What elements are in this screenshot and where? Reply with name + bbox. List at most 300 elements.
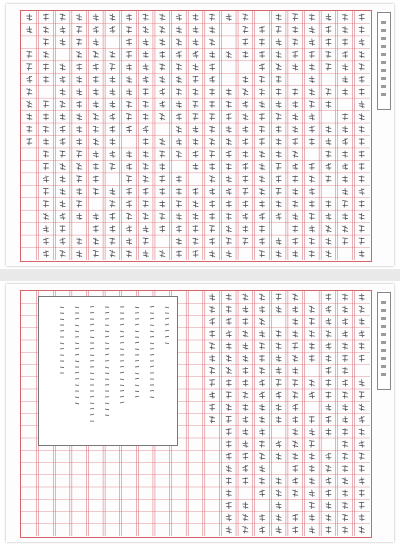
top-sheet-handwritten-character — [126, 201, 131, 207]
top-sheet-handwritten-character — [259, 188, 264, 194]
top-sheet-handwritten-character — [43, 151, 48, 157]
top-sheet-handwritten-character — [176, 151, 181, 157]
bottom-sheet-handwritten-character — [359, 318, 364, 324]
bottom-sheet-handwritten-character — [293, 380, 298, 386]
top-sheet-handwritten-character — [27, 101, 32, 107]
top-sheet-handwritten-character — [309, 26, 314, 32]
top-sheet-handwritten-character — [243, 226, 248, 232]
bottom-sheet-handwritten-character — [259, 416, 264, 422]
top-sheet-handwritten-character — [176, 89, 181, 95]
top-sheet-handwritten-character — [160, 76, 165, 82]
bottom-sheet-handwritten-character — [326, 429, 331, 435]
grading-note-print — [120, 396, 124, 397]
bottom-sheet-handwritten-character — [342, 465, 347, 471]
top-sheet-handwritten-character — [110, 89, 115, 95]
top-sheet-handwritten-character — [193, 139, 198, 145]
top-sheet-handwritten-character — [143, 101, 148, 107]
top-sheet-handwritten-character — [160, 101, 165, 107]
top-sheet-handwritten-character — [193, 14, 198, 20]
top-sheet-handwritten-character — [259, 251, 264, 257]
top-sheet-handwritten-character — [243, 163, 248, 169]
grading-note-print — [165, 343, 169, 344]
top-sheet-handwritten-character — [342, 51, 347, 57]
top-sheet-handwritten-character — [342, 14, 347, 20]
grading-note-print — [120, 402, 124, 403]
bottom-sheet-handwritten-character — [210, 404, 215, 410]
bottom-sheet-handwritten-character — [342, 318, 347, 324]
bottom-sheet-handwritten-character — [326, 416, 331, 422]
bottom-sheet-handwritten-character — [210, 380, 215, 386]
top-sheet-handwritten-character — [342, 89, 347, 95]
top-sheet-handwritten-character — [243, 139, 248, 145]
bottom-sheet-handwritten-character — [259, 404, 264, 410]
top-sheet-handwritten-character — [27, 89, 32, 95]
bottom-sheet-handwritten-character — [342, 343, 347, 349]
grading-note-print — [75, 348, 79, 349]
bottom-sheet-handwritten-character — [359, 294, 364, 300]
top-sheet-handwritten-character — [243, 126, 248, 132]
bottom-sheet-handwritten-character — [210, 343, 215, 350]
top-sheet-handwritten-character — [143, 251, 148, 257]
top-sheet-handwritten-character — [309, 213, 314, 219]
top-sheet-handwritten-character — [160, 151, 165, 157]
bottom-sheet-handwritten-character — [326, 514, 331, 520]
top-sheet-handwritten-character — [326, 14, 331, 20]
bottom-sheet-handwritten-character — [226, 453, 231, 459]
top-sheet-handwritten-character — [210, 101, 215, 107]
top-sheet-handwritten-character — [60, 139, 65, 145]
top-sheet-handwritten-character — [93, 101, 98, 107]
top-sheet-handwritten-character — [226, 201, 231, 207]
bottom-sheet-handwritten-character — [326, 453, 331, 459]
bottom-sheet-handwritten-character — [210, 331, 215, 337]
bottom-sheet-handwritten-character — [243, 526, 248, 533]
bottom-sheet-handwritten-character — [276, 441, 281, 447]
top-sheet-handwritten-character — [326, 51, 331, 57]
top-sheet-handwritten-character — [93, 114, 98, 120]
top-sheet-handwritten-character — [359, 51, 364, 57]
top-sheet-handwritten-character — [193, 126, 198, 132]
bottom-sheet-handwritten-character — [243, 514, 248, 520]
top-sheet-handwritten-character — [293, 201, 298, 207]
grading-note-print — [105, 312, 109, 313]
top-sheet-handwritten-character — [27, 14, 32, 20]
top-sheet-handwritten-character — [176, 176, 181, 182]
top-sheet-handwritten-character — [359, 151, 364, 157]
top-sheet-handwritten-character — [226, 213, 231, 219]
top-sheet-handwritten-character — [210, 26, 215, 32]
bottom-sheet-handwritten-character — [276, 490, 281, 496]
bottom-sheet-handwritten-character — [309, 380, 314, 386]
bottom-sheet-handwritten-character — [259, 331, 264, 337]
bottom-sheet-handwritten-character — [359, 355, 364, 361]
top-sheet-handwritten-character — [176, 226, 181, 232]
top-sheet-handwritten-character — [60, 238, 65, 244]
grading-note-print — [165, 318, 169, 319]
top-sheet-handwritten-character — [93, 26, 98, 32]
top-sheet-handwritten-character — [60, 26, 65, 32]
grading-note-print — [75, 354, 79, 355]
bottom-sheet-handwritten-character — [342, 392, 347, 398]
bottom-sheet-handwritten-character — [342, 429, 347, 435]
top-sheet-handwritten-character — [276, 89, 281, 95]
bottom-sheet-handwritten-character — [210, 367, 215, 374]
bottom-sheet-handwritten-character — [342, 478, 347, 484]
bottom-sheet-handwritten-character — [276, 527, 281, 533]
top-sheet-handwritten-character — [193, 101, 198, 107]
bottom-sheet-handwritten-character — [326, 343, 331, 349]
bottom-sheet-handwritten-character — [226, 478, 231, 484]
bottom-sheet-handwritten-character — [326, 318, 331, 324]
bottom-sheet-handwritten-character — [259, 355, 264, 361]
top-sheet-handwritten-character — [243, 76, 248, 82]
top-sheet-handwritten-character — [77, 39, 82, 45]
top-sheet-handwritten-character — [359, 201, 364, 207]
top-sheet-handwritten-character — [226, 139, 231, 145]
bottom-sheet-handwritten-character — [243, 380, 248, 386]
bottom-sheet-handwritten-character — [259, 392, 264, 398]
top-sheet-handwritten-character — [160, 51, 165, 57]
top-sheet-handwritten-character — [143, 176, 148, 182]
bottom-sheet-handwritten-character — [359, 453, 364, 460]
bottom-sheet-handwritten-character — [359, 514, 364, 520]
bottom-sheet-handwritten-character — [259, 306, 264, 312]
top-sheet-handwritten-character — [276, 51, 281, 57]
bottom-sheet-handwritten-character — [226, 380, 231, 386]
grading-note-print — [60, 343, 64, 344]
top-sheet-handwritten-character — [210, 39, 215, 45]
top-sheet-handwritten-character — [60, 114, 65, 120]
top-sheet-handwritten-character — [210, 126, 215, 132]
bottom-sheet-handwritten-character — [226, 294, 231, 300]
top-sheet-handwritten-character — [77, 238, 82, 244]
top-sheet-handwritten-character — [342, 126, 347, 132]
top-sheet-handwritten-character — [176, 213, 181, 219]
top-sheet-handwritten-character — [143, 114, 148, 120]
top-sheet-handwritten-character — [309, 163, 314, 169]
top-sheet-handwritten-character — [60, 64, 65, 70]
bottom-sheet-handwritten-character — [243, 478, 248, 484]
top-sheet-handwritten-character — [259, 238, 264, 244]
grading-note-print — [90, 373, 94, 374]
bottom-sheet-handwritten-character — [359, 429, 364, 435]
top-sheet-handwritten-character — [126, 126, 131, 132]
top-sheet-handwritten-character — [243, 51, 248, 57]
top-sheet-handwritten-character — [259, 213, 264, 219]
top-sheet-handwritten-character — [60, 163, 65, 169]
top-sheet-handwritten-character — [226, 238, 231, 245]
top-sheet-handwritten-character — [77, 26, 82, 32]
grading-note-print — [135, 342, 139, 343]
top-sheet-handwritten-character — [276, 101, 281, 107]
bottom-sheet-handwritten-character — [309, 343, 314, 349]
top-sheet-handwritten-character — [43, 163, 48, 169]
bottom-sheet-handwritten-character — [359, 392, 364, 398]
top-sheet-handwritten-character — [210, 251, 215, 257]
bottom-sheet-handwritten-character — [276, 392, 281, 398]
top-sheet-handwritten-character — [309, 238, 314, 244]
top-sheet-handwritten-character — [276, 251, 281, 257]
top-sheet-handwritten-character — [309, 126, 314, 132]
grading-note-print — [105, 409, 109, 410]
bottom-sheet-handwritten-character — [226, 416, 231, 422]
bottom-sheet-handwritten-character — [293, 416, 298, 422]
top-sheet-handwritten-character — [193, 151, 198, 157]
top-sheet-handwritten-character — [226, 114, 231, 120]
top-sheet-handwritten-character — [110, 163, 115, 169]
grading-note-print — [135, 385, 139, 386]
top-sheet-handwritten-character — [110, 64, 115, 71]
top-sheet-handwritten-character — [342, 163, 347, 169]
top-sheet-handwritten-character — [77, 251, 82, 257]
top-sheet-handwritten-character — [326, 213, 331, 219]
top-sheet-handwritten-character — [226, 188, 231, 194]
top-sheet-handwritten-character — [293, 188, 298, 194]
top-sheet-handwritten-character — [143, 126, 148, 132]
top-sheet-handwritten-character — [160, 213, 165, 219]
top-sheet-handwritten-character — [93, 89, 98, 95]
top-sheet-handwritten-character — [27, 51, 32, 57]
top-sheet-handwritten-character — [359, 226, 364, 232]
bottom-sheet-handwritten-character — [259, 294, 264, 300]
top-sheet-handwritten-character — [110, 201, 115, 207]
bottom-sheet-handwritten-character — [326, 367, 331, 373]
bottom-sheet-handwritten-character — [309, 490, 314, 496]
bottom-sheet-handwritten-character — [326, 392, 331, 398]
bottom-sheet-handwritten-character — [259, 453, 264, 460]
top-sheet-handwritten-character — [293, 114, 298, 120]
top-sheet-handwritten-character — [93, 163, 98, 169]
top-sheet-handwritten-character — [126, 39, 131, 45]
bottom-sheet-handwritten-character — [276, 514, 281, 520]
top-sheet-handwritten-character — [60, 176, 65, 182]
top-sheet-handwritten-character — [259, 226, 264, 232]
top-sheet-handwritten-character — [176, 51, 181, 57]
top-sheet-handwritten-character — [193, 51, 198, 57]
top-sheet-handwritten-character — [126, 113, 131, 120]
top-sheet-handwritten-character — [359, 89, 364, 95]
top-sheet-handwritten-character — [276, 64, 281, 70]
top-sheet-handwritten-character — [293, 213, 298, 219]
top-sheet-handwritten-character — [176, 139, 181, 145]
grading-note-print — [90, 403, 94, 404]
top-sheet-handwritten-character — [126, 251, 131, 257]
bottom-sheet-handwritten-character — [259, 367, 264, 373]
grading-note-print — [75, 331, 79, 332]
top-sheet-handwritten-character — [193, 39, 198, 45]
top-sheet-handwritten-character — [77, 114, 82, 120]
top-sheet-handwritten-character — [93, 250, 98, 257]
top-sheet-handwritten-character — [176, 76, 181, 82]
top-sheet-handwritten-character — [210, 201, 215, 207]
top-sheet-handwritten-character — [276, 126, 281, 132]
bottom-sheet-handwritten-character — [342, 453, 347, 459]
bottom-sheet-handwritten-character — [359, 331, 364, 337]
top-sheet-handwritten-character — [43, 213, 48, 219]
bottom-sheet-handwritten-character — [326, 294, 331, 300]
top-sheet-handwritten-character — [342, 76, 347, 82]
top-sheet-handwritten-character — [176, 251, 181, 257]
top-sheet-handwritten-character — [309, 101, 314, 108]
top-sheet-handwritten-character — [210, 14, 215, 20]
top-sheet-handwritten-character — [110, 26, 115, 32]
top-sheet-handwritten-character — [276, 39, 281, 45]
grading-note-print — [105, 354, 109, 355]
top-sheet-handwritten-character — [43, 51, 48, 57]
bottom-sheet-handwritten-character — [309, 478, 314, 484]
bottom-sheet-handwritten-character — [309, 429, 314, 435]
grading-note-print — [60, 348, 64, 349]
grading-note-print — [60, 307, 64, 308]
top-sheet-handwritten-character — [126, 51, 131, 57]
bottom-sheet-handwritten-character — [359, 478, 364, 484]
top-sheet-handwritten-character — [342, 64, 347, 70]
bottom-sheet-handwritten-character — [359, 343, 364, 349]
bottom-sheet-handwritten-character — [226, 392, 231, 398]
top-sheet-handwritten-character — [293, 139, 298, 145]
bottom-sheet-handwritten-character — [293, 490, 298, 496]
top-sheet-handwritten-character — [193, 163, 198, 169]
top-sheet-handwritten-character — [93, 126, 98, 132]
top-sheet-handwritten-character — [43, 188, 48, 194]
top-sheet-handwritten-character — [259, 76, 264, 82]
grading-note-print — [135, 396, 139, 397]
top-sheet-handwritten-character — [243, 201, 248, 207]
bottom-sheet-handwritten-character — [243, 404, 248, 410]
top-sheet-handwritten-character — [243, 89, 248, 95]
bottom-sheet-handwritten-character — [243, 441, 248, 447]
top-sheet-handwritten-character — [276, 26, 281, 32]
top-sheet-handwritten-character — [43, 101, 48, 108]
top-sheet-handwritten-character — [60, 39, 65, 45]
top-sheet-handwritten-character — [43, 251, 48, 257]
grading-note-print — [135, 373, 139, 374]
top-sheet-handwritten-character — [126, 213, 131, 220]
bottom-sheet-handwritten-character — [309, 514, 314, 520]
top-sheet-handwritten-character — [126, 64, 131, 70]
top-sheet-handwritten-character — [243, 176, 248, 182]
top-sheet-handwritten-character — [309, 176, 314, 182]
top-sheet-handwritten-character — [27, 126, 32, 132]
top-sheet-handwritten-character — [43, 64, 48, 70]
top-sheet-handwritten-character — [93, 176, 98, 182]
top-sheet-handwritten-character — [27, 114, 32, 120]
top-sheet-handwritten-character — [226, 14, 231, 20]
top-sheet-handwritten-character — [176, 14, 181, 20]
bottom-sheet-handwritten-character — [226, 367, 231, 373]
top-sheet-handwritten-character — [143, 39, 148, 45]
top-sheet-handwritten-character — [293, 176, 298, 182]
grading-note-print — [135, 331, 139, 332]
top-sheet-handwritten-character — [110, 76, 115, 82]
grading-note-print — [150, 366, 154, 367]
bottom-sheet-handwritten-character — [342, 331, 347, 337]
bottom-sheet-handwritten-character — [342, 355, 347, 361]
bottom-sheet-handwritten-character — [342, 502, 347, 508]
top-sheet-handwritten-character — [43, 114, 48, 120]
top-sheet-handwritten-character — [176, 39, 181, 45]
top-sheet-handwritten-character — [276, 14, 281, 20]
top-sheet-handwritten-character — [126, 188, 131, 194]
grading-note-print — [90, 324, 94, 325]
top-sheet-handwritten-character — [359, 64, 364, 70]
top-sheet-handwritten-character — [160, 188, 165, 194]
grading-note-print — [135, 324, 139, 325]
bottom-sheet-handwritten-character — [276, 502, 281, 508]
top-sheet-handwritten-character — [93, 14, 98, 20]
top-sheet-handwritten-character — [176, 188, 181, 194]
bottom-sheet-handwritten-character — [226, 441, 231, 447]
bottom-sheet-handwritten-character — [359, 306, 364, 313]
grading-note-print — [90, 396, 94, 397]
top-sheet-handwritten-character — [259, 64, 264, 70]
top-sheet-handwritten-character — [193, 201, 198, 207]
top-sheet-handwritten-character — [143, 213, 148, 219]
top-sheet-handwritten-character — [43, 201, 48, 207]
top-sheet-handwritten-character — [309, 89, 314, 95]
grading-note-print — [90, 330, 94, 331]
grading-note-print — [150, 343, 154, 344]
grading-note-print — [75, 307, 79, 308]
grading-note-print — [120, 366, 124, 367]
bottom-sheet-handwritten-character — [243, 465, 248, 471]
top-sheet-handwritten-character — [326, 163, 331, 169]
bottom-sheet-handwritten-character — [309, 465, 314, 471]
grading-note-print — [75, 361, 79, 362]
bottom-sheet-handwritten-character — [293, 355, 298, 361]
top-sheet-handwritten-character — [210, 151, 215, 157]
bottom-sheet-handwritten-character — [342, 514, 347, 520]
top-sheet-handwritten-character — [293, 101, 298, 107]
top-sheet-handwritten-character — [293, 89, 298, 95]
top-sheet-handwritten-character — [342, 114, 347, 120]
bottom-sheet-handwritten-character — [243, 392, 248, 398]
top-sheet-handwritten-character — [342, 213, 347, 219]
top-sheet-handwritten-character — [210, 176, 215, 182]
top-sheet-handwritten-character — [193, 114, 198, 120]
top-sheet-handwritten-character — [43, 176, 48, 182]
top-sheet-handwritten-character — [176, 64, 181, 70]
bottom-sheet-handwritten-character — [226, 465, 231, 471]
top-sheet-handwritten-character — [126, 89, 131, 95]
top-sheet-handwritten-character — [126, 14, 131, 20]
top-sheet-handwritten-character — [160, 201, 165, 207]
top-sheet-handwritten-character — [77, 163, 82, 170]
top-sheet-handwritten-character — [143, 163, 148, 169]
top-sheet-handwritten-character — [193, 226, 198, 232]
top-sheet-handwritten-character — [276, 213, 281, 219]
top-sheet-handwritten-character — [309, 64, 314, 70]
top-sheet-handwritten-character — [359, 114, 364, 120]
bottom-sheet-handwritten-character — [293, 331, 298, 337]
top-sheet-handwritten-character — [160, 89, 165, 95]
top-sheet-handwritten-character — [126, 163, 131, 169]
bottom-sheet-handwritten-character — [226, 355, 231, 361]
bottom-sheet-handwritten-character — [342, 367, 347, 373]
page-seam — [0, 269, 400, 281]
top-sheet-handwritten-character — [160, 226, 165, 232]
top-sheet-handwritten-character — [160, 113, 165, 120]
grading-note-print — [120, 379, 124, 380]
bottom-sheet-handwritten-character — [293, 294, 298, 300]
top-sheet-handwritten-character — [60, 101, 65, 107]
bottom-sheet-handwritten-character — [226, 502, 231, 508]
grading-note-print — [75, 343, 79, 344]
bottom-sheet-handwritten-character — [293, 343, 298, 349]
top-sheet-handwritten-character — [126, 151, 131, 157]
bottom-sheet-handwritten-character — [226, 490, 231, 496]
top-sheet-handwritten-character — [359, 176, 364, 182]
